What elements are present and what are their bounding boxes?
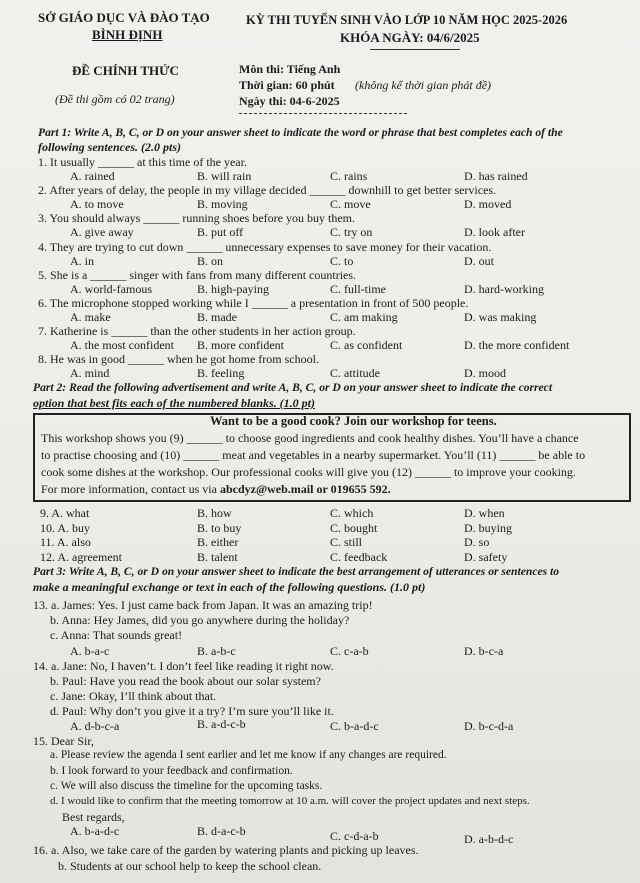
part2-option-c: C. feedback bbox=[330, 549, 388, 564]
part1-option-b: B. feeling bbox=[197, 366, 245, 381]
part1-option-d: D. moved bbox=[464, 197, 512, 212]
q15-option-b: B. d-a-c-b bbox=[197, 824, 246, 838]
q15-salutation: 15. Dear Sir, bbox=[33, 734, 94, 748]
part1-question-stem: 2. After years of delay, the people in my village decided ______ downhill to get better services. bbox=[38, 183, 497, 198]
part2-option-a: 11. A. also bbox=[40, 535, 91, 549]
q14-option-d: D. b-c-d-a bbox=[464, 719, 514, 733]
q13-option-d: D. b-c-a bbox=[464, 644, 504, 658]
exam-date: Ngày thi: 04-6-2025 bbox=[239, 94, 340, 108]
part1-option-d: D. the more confident bbox=[464, 338, 570, 353]
part1-option-b: B. on bbox=[197, 253, 224, 268]
part3-heading-cont: make a meaningful exchange or text in each of the following questions. (1.0 pt) bbox=[33, 580, 426, 594]
q16-line-a: 16. a. Also, we take care of the garden by watering plants and picking up leaves. bbox=[33, 843, 419, 857]
part2-option-d: D. safety bbox=[464, 549, 508, 564]
part1-question-stem: 1. It usually ______ at this time of the year. bbox=[38, 155, 247, 169]
part1-option-b: B. moving bbox=[197, 197, 248, 212]
q15-line-c: c. We will also discuss the timeline for the upcoming tasks. bbox=[50, 780, 323, 792]
q16-line-b: b. Students at our school help to keep the school clean. bbox=[58, 859, 322, 873]
part2-option-c: C. which bbox=[330, 506, 374, 520]
ad-line-3: cook some dishes at the workshop. Our professional cooks will give you (12) ______ to improve your cooking. bbox=[41, 465, 576, 479]
q15-option-c: C. c-d-a-b bbox=[330, 829, 379, 843]
q13-option-a: A. b-a-c bbox=[70, 644, 110, 658]
part1-heading-cont: following sentences. (2.0 pts) bbox=[38, 140, 181, 154]
part2-option-d: D. so bbox=[464, 535, 490, 549]
q14-option-c: C. b-a-d-c bbox=[330, 719, 379, 733]
part2-option-b: B. how bbox=[197, 506, 232, 520]
part2-option-d: D. buying bbox=[464, 520, 512, 535]
part1-option-c: C. move bbox=[330, 197, 371, 212]
part2-option-b: B. either bbox=[197, 535, 239, 549]
part1-option-c: C. am making bbox=[330, 310, 398, 324]
part2-option-c: C. bought bbox=[330, 520, 378, 535]
official-label: ĐỀ CHÍNH THỨC bbox=[72, 63, 179, 78]
part1-option-a: A. make bbox=[70, 310, 111, 324]
part1-option-a: A. give away bbox=[70, 225, 134, 240]
header-dashed-rule bbox=[239, 113, 407, 114]
part1-option-c: C. to bbox=[330, 253, 354, 268]
department-name: SỞ GIÁO DỤC VÀ ĐÀO TẠO bbox=[38, 10, 210, 25]
q15-line-d: d. I would like to confirm that the meeting tomorrow at 10 a.m. will cover the project updates and next steps. bbox=[50, 795, 530, 807]
q14-line-a: 14. a. Jane: No, I haven’t. I don’t feel like reading it right now. bbox=[33, 659, 334, 673]
part1-option-b: B. put off bbox=[197, 225, 244, 240]
part1-option-b: B. made bbox=[197, 310, 237, 324]
q13-option-c: C. c-a-b bbox=[330, 644, 369, 658]
part1-question-stem: 8. He was in good ______ when he got home from school. bbox=[38, 352, 319, 367]
part1-option-c: C. rains bbox=[330, 169, 368, 183]
part2-heading: Part 2: Read the following advertisement and write A, B, C, or D on your answer sheet to indicate the correct bbox=[33, 381, 553, 394]
q15-closing: Best regards, bbox=[62, 810, 125, 824]
part1-option-b: B. high-paying bbox=[197, 281, 269, 296]
ad-contact-prefix: For more information, contact us via bbox=[41, 482, 217, 496]
q13-line-c: c. Anna: That sounds great! bbox=[50, 628, 183, 642]
part1-option-b: B. will rain bbox=[197, 169, 252, 183]
part1-option-d: D. has rained bbox=[464, 169, 528, 183]
part1-option-a: A. world-famous bbox=[70, 281, 152, 296]
part1-option-a: A. to move bbox=[70, 197, 124, 212]
part2-option-a: 9. A. what bbox=[40, 506, 90, 520]
part1-option-a: A. rained bbox=[70, 169, 115, 183]
q14-option-b: B. a-d-c-b bbox=[197, 717, 246, 731]
province-name: BÌNH ĐỊNH bbox=[92, 27, 163, 42]
q15-line-a: a. Please review the agenda I sent earlier and let me know if any changes are required. bbox=[50, 749, 447, 761]
part1-option-c: C. full-time bbox=[330, 281, 386, 296]
q13-line-a: 13. a. James: Yes. I just came back from Japan. It was an amazing trip! bbox=[33, 598, 373, 612]
ad-line-1: This workshop shows you (9) ______ to choose good ingredients and cook healthy dishes. You’ll have a chance bbox=[41, 431, 579, 445]
part1-option-d: D. mood bbox=[464, 366, 506, 381]
subject-line: Môn thi: Tiếng Anh bbox=[239, 62, 341, 76]
part2-option-b: B. to buy bbox=[197, 520, 242, 535]
q14-option-a: A. d-b-c-a bbox=[70, 719, 120, 733]
q15-option-a: A. b-a-d-c bbox=[70, 824, 120, 838]
part1-option-c: C. try on bbox=[330, 225, 373, 240]
part1-option-d: D. was making bbox=[464, 310, 537, 324]
q15-option-d: D. a-b-d-c bbox=[464, 832, 514, 846]
q14-line-b: b. Paul: Have you read the book about our solar system? bbox=[50, 674, 321, 688]
q13-line-b: b. Anna: Hey James, did you go anywhere during the holiday? bbox=[50, 613, 350, 627]
q13-option-b: B. a-b-c bbox=[197, 644, 236, 658]
part1-option-a: A. the most confident bbox=[70, 338, 174, 353]
ad-contact-line bbox=[41, 482, 391, 497]
q14-line-d: d. Paul: Why don’t you give it a try? I’m sure you’ll like it. bbox=[50, 704, 334, 718]
part1-option-a: A. mind bbox=[70, 366, 110, 381]
part1-option-d: D. hard-working bbox=[464, 281, 544, 296]
part1-option-b: B. more confident bbox=[197, 338, 284, 353]
part1-question-stem: 3. You should always ______ running shoes before you buy them. bbox=[38, 211, 355, 226]
part2-option-c: C. still bbox=[330, 535, 363, 549]
header-underline bbox=[370, 49, 460, 50]
part2-option-a: 12. A. agreement bbox=[40, 549, 122, 564]
pages-note: (Đề thi gồm có 02 trang) bbox=[55, 92, 175, 106]
part2-option-a: 10. A. buy bbox=[40, 520, 91, 535]
part1-option-c: C. attitude bbox=[330, 366, 380, 381]
part2-option-b: B. talent bbox=[197, 549, 238, 564]
q14-line-c: c. Jane: Okay, I’ll think about that. bbox=[50, 689, 217, 703]
part2-option-d: D. when bbox=[464, 506, 505, 520]
ad-contact-details: abcdyz@web.mail or 019655 592. bbox=[219, 482, 391, 496]
part2-heading-cont: option that best fits each of the numbered blanks. (1.0 pt) bbox=[33, 396, 316, 410]
part1-option-a: A. in bbox=[70, 253, 94, 268]
ad-title: Want to be a good cook? Join our workshop for teens. bbox=[210, 414, 497, 428]
part3-heading: Part 3: Write A, B, C, or D on your answer sheet to indicate the best arrangement of utterances or sentences to bbox=[33, 565, 560, 578]
q15-line-b: b. I look forward to your feedback and confirmation. bbox=[50, 765, 293, 777]
exam-date-line: KHÓA NGÀY: 04/6/2025 bbox=[340, 30, 480, 45]
ad-line-2: to practise choosing and (10) ______ meat and vegetables in a nearby supermarket. You’ll (11) ______ be able to bbox=[41, 448, 586, 462]
advertisement-box bbox=[33, 413, 631, 502]
part1-question-stem: 6. The microphone stopped working while I ______ a presentation in front of 500 people. bbox=[38, 296, 469, 310]
exam-title: KỲ THI TUYỂN SINH VÀO LỚP 10 NĂM HỌC 2025-2026 bbox=[246, 13, 568, 27]
part1-option-d: D. look after bbox=[464, 225, 525, 240]
part1-question-stem: 7. Katherine is ______ than the other students in her action group. bbox=[38, 324, 356, 339]
time-line: Thời gian: 60 phút bbox=[239, 78, 335, 92]
part1-option-d: D. out bbox=[464, 253, 494, 268]
part1-question-stem: 4. They are trying to cut down ______ unnecessary expenses to save money for their vacation. bbox=[38, 239, 492, 254]
part1-heading: Part 1: Write A, B, C, or D on your answer sheet to indicate the word or phrase that best completes each of the bbox=[38, 126, 563, 139]
part1-option-c: C. as confident bbox=[330, 338, 403, 353]
part1-question-stem: 5. She is a ______ singer with fans from many different countries. bbox=[38, 267, 357, 282]
time-note: (không kể thời gian phát đề) bbox=[355, 78, 492, 92]
